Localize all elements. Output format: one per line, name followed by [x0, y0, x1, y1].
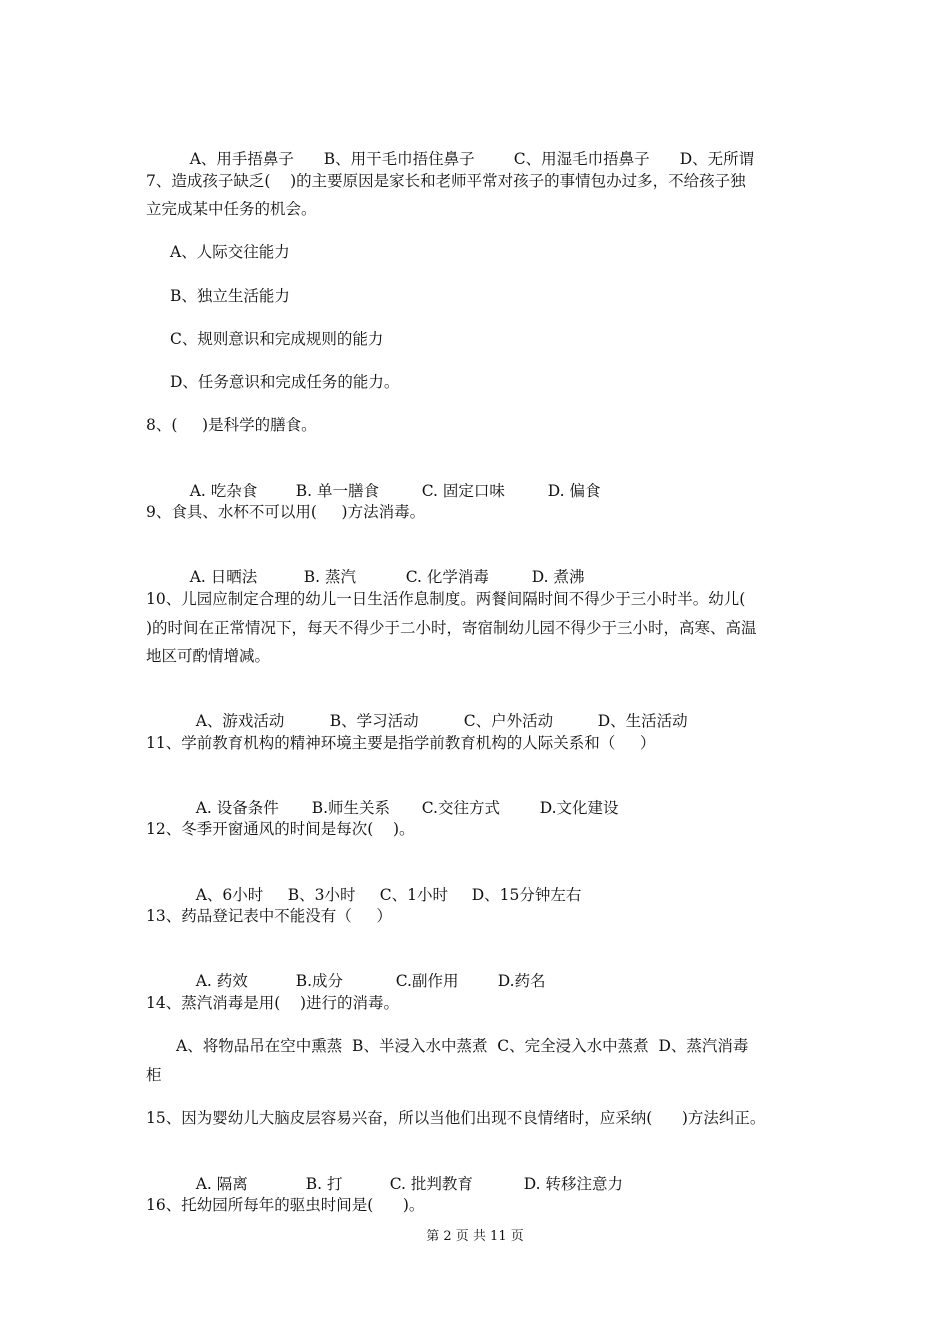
page-footer: 第 2 页 共 11 页	[426, 1229, 524, 1244]
q11-option-c: C.交往方式	[421, 799, 500, 817]
q6-option-c: C、用湿毛巾捂鼻子	[513, 150, 650, 168]
q12-option-c: C、1小时	[379, 886, 448, 904]
q8-option-c: C. 固定口味	[421, 482, 505, 500]
q13-option-c: C.副作用	[395, 972, 459, 990]
q10-question-line3: 地区可酌情增减。	[146, 647, 271, 665]
q8-option-b: B. 单一膳食	[295, 482, 379, 500]
q7-option-c: C、规则意识和完成规则的能力	[170, 330, 384, 348]
q14-options-line1: A、将物品吊在空中熏蒸 B、半浸入水中蒸煮 C、完全浸入水中蒸煮 D、蒸汽消毒	[176, 1037, 749, 1055]
q6-option-d: D、无所谓	[679, 150, 755, 168]
q7-option-d: D、任务意识和完成任务的能力。	[170, 373, 400, 391]
q10-option-b: B、学习活动	[329, 712, 419, 730]
q9-option-b: B. 蒸汽	[303, 568, 356, 586]
q10-option-d: D、生活活动	[597, 712, 688, 730]
q13-question: 13、药品登记表中不能没有（ ）	[146, 907, 392, 925]
q7-question-line1: 7、造成孩子缺乏( )的主要原因是家长和老师平常对孩子的事情包办过多，不给孩子独	[146, 172, 746, 190]
q6-option-a: A、用手捂鼻子	[189, 150, 294, 168]
q13-option-b: B.成分	[295, 972, 344, 990]
q11-option-d: D.文化建设	[539, 799, 619, 817]
q13-option-a: A. 药效	[195, 972, 248, 990]
q8-option-a: A. 吃杂食	[189, 482, 258, 500]
q10-option-c: C、户外活动	[463, 712, 554, 730]
q15-option-a: A. 隔离	[195, 1175, 248, 1193]
q14-question: 14、蒸汽消毒是用( )进行的消毒。	[146, 994, 400, 1012]
q11-option-a: A. 设备条件	[195, 799, 279, 817]
q13-option-d: D.药名	[497, 972, 546, 990]
q12-option-a: A、6小时	[195, 886, 264, 904]
q12-option-b: B、3小时	[287, 886, 356, 904]
q6-option-b: B、用干毛巾捂住鼻子	[323, 150, 475, 168]
q11-option-b: B.师生关系	[311, 799, 391, 817]
q7-question-line2: 立完成某中任务的机会。	[146, 200, 317, 218]
q16-question: 16、托幼园所每年的驱虫时间是( )。	[146, 1196, 425, 1214]
q9-option-a: A. 日晒法	[189, 568, 258, 586]
q8-question: 8、( )是科学的膳食。	[146, 416, 317, 434]
q15-question: 15、因为婴幼儿大脑皮层容易兴奋，所以当他们出现不良情绪时，应采纳( )方法纠正。	[146, 1109, 766, 1127]
q10-option-a: A、游戏活动	[195, 712, 285, 730]
q15-option-c: C. 批判教育	[389, 1175, 473, 1193]
q8-option-d: D. 偏食	[547, 482, 601, 500]
q9-question: 9、食具、水杯不可以用( )方法消毒。	[146, 503, 426, 521]
q12-question: 12、冬季开窗通风的时间是每次( )。	[146, 820, 415, 838]
q10-question-line2: )的时间在正常情况下，每天不得少于二小时，寄宿制幼儿园不得少于三小时，高寒、高温	[146, 619, 757, 637]
q9-option-c: C. 化学消毒	[405, 568, 489, 586]
q15-option-d: D. 转移注意力	[523, 1175, 623, 1193]
q10-question-line1: 10、儿园应制定合理的幼儿一日生活作息制度。两餐间隔时间不得少于三小时半。幼儿(	[146, 590, 746, 608]
q7-option-a: A、人际交往能力	[170, 243, 290, 261]
q9-option-d: D. 煮沸	[531, 568, 585, 586]
q15-option-b: B. 打	[305, 1175, 343, 1193]
q7-option-b: B、独立生活能力	[170, 287, 290, 305]
q11-question: 11、学前教育机构的精神环境主要是指学前教育机构的人际关系和（ ）	[146, 734, 656, 752]
q12-option-d: D、15分钟左右	[471, 886, 582, 904]
q14-options-line2: 柜	[146, 1066, 162, 1084]
